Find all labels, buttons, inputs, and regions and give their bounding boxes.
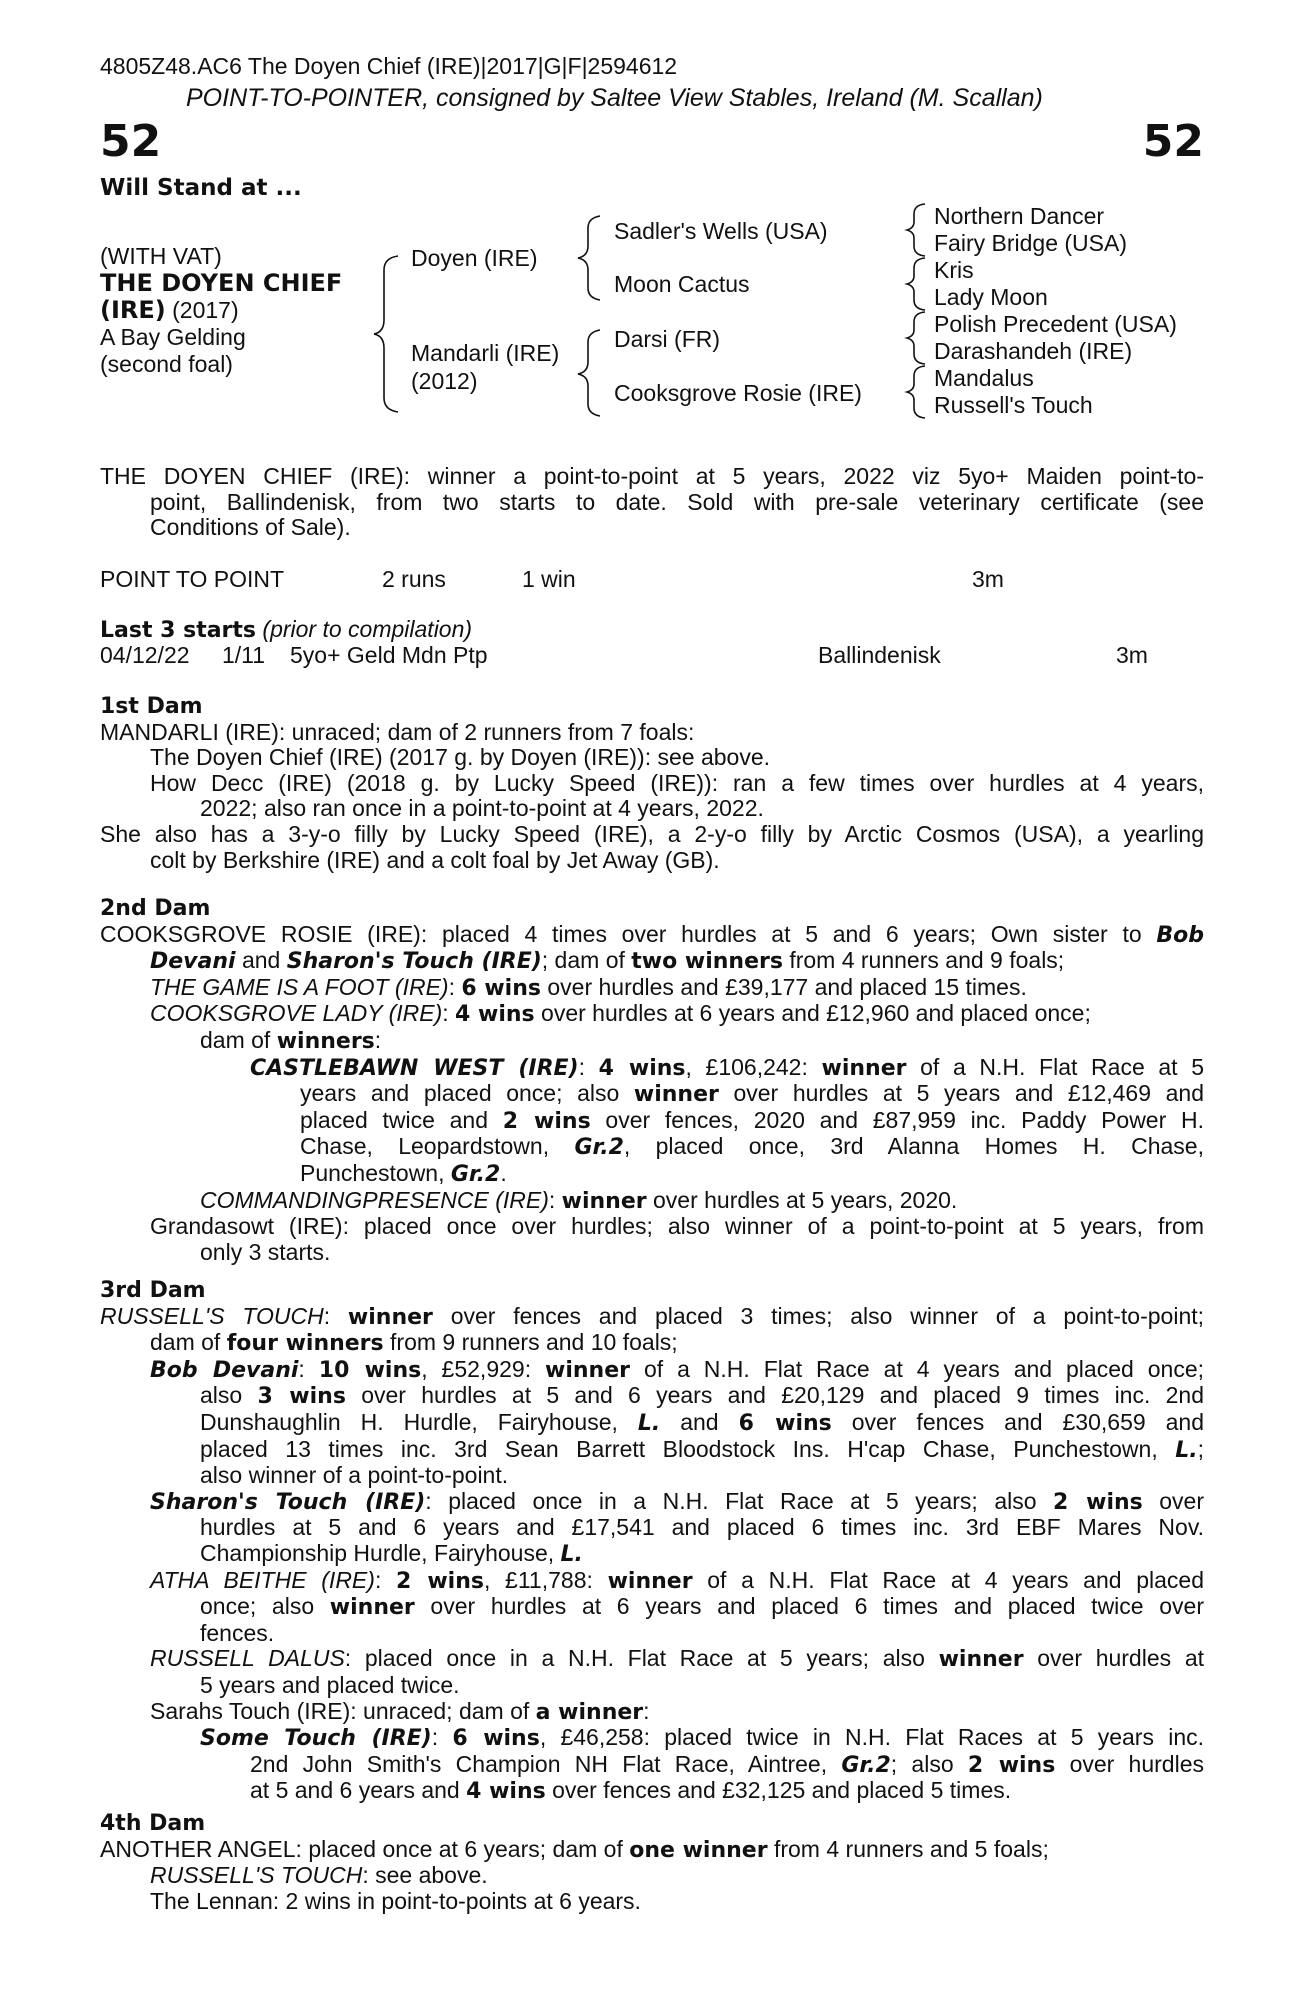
last-starts-heading xyxy=(100,617,472,644)
section-title: 2nd Dam xyxy=(100,896,211,921)
brace-sire xyxy=(578,216,600,300)
dam-line: ANOTHER ANGEL: placed once at 6 years; dam of one winner from 4 runners and 5 foals; xyxy=(100,1835,1049,1863)
brace-dam xyxy=(578,330,600,416)
produce-line: also winner of a point-to-point. xyxy=(200,1462,509,1489)
start-date: 04/12/22 xyxy=(100,642,190,668)
brace-main xyxy=(374,256,398,412)
will-stand-heading: Will Stand at ... xyxy=(100,175,302,201)
dam-line: Devani and Sharon's Touch (IRE); dam of two winners from 4 runners and 9 foals; xyxy=(150,947,1065,975)
record-runs: 2 runs xyxy=(382,566,446,592)
section-title: 4th Dam xyxy=(100,1811,206,1836)
start-race: 5yo+ Geld Mdn Ptp xyxy=(290,642,488,668)
produce-line: also 3 wins over hurdles at 5 and 6 years and £20,129 and placed 9 times inc. 2nd xyxy=(200,1382,1205,1410)
start-distance: 3m xyxy=(1116,642,1148,668)
ggp-1: Northern Dancer xyxy=(934,203,1105,229)
summary-line: THE DOYEN CHIEF (IRE): winner a point-to-point at 5 years, 2022 viz 5yo+ Maiden point-to- xyxy=(100,463,1204,489)
produce-line: Sarahs Touch (IRE): unraced; dam of a winner: xyxy=(150,1697,650,1725)
start-course: Ballindenisk xyxy=(818,642,941,668)
lot-code: 4805Z48.AC6 The Doyen Chief (IRE)|2017|G|F|2594612 xyxy=(100,53,678,79)
pedigree-dam-year: (2012) xyxy=(411,368,478,394)
produce-line: 2nd John Smith's Champion NH Flat Race, Aintree, Gr.2; also 2 wins over hurdles xyxy=(250,1750,1204,1778)
dam-line: MANDARLI (IRE): unraced; dam of 2 runners from 7 foals: xyxy=(100,718,695,745)
record-wins: 1 win xyxy=(522,566,576,592)
ggp-4: Lady Moon xyxy=(934,284,1048,310)
dam-line: She also has a 3-y-o filly by Lucky Speed (IRE), a 2-y-o filly by Arctic Cosmos (USA), a yearling xyxy=(100,820,1204,847)
second-dam-section xyxy=(100,896,1204,1265)
produce-line: 2022; also ran once in a point-to-point at 4 years, 2022. xyxy=(200,795,764,822)
produce-line: The Lennan: 2 wins in point-to-points at 6 years. xyxy=(150,1887,641,1914)
vat-note: (WITH VAT) xyxy=(100,243,222,269)
ggp-6: Darashandeh (IRE) xyxy=(934,338,1133,364)
consignment-line: POINT-TO-POINTER, consigned by Saltee View Stables, Ireland (M. Scallan) xyxy=(186,84,1043,112)
start-position: 1/11 xyxy=(222,642,266,668)
summary-paragraph xyxy=(100,464,1204,541)
pedigree-sire-dam: Moon Cactus xyxy=(614,271,750,297)
produce-line: ATHA BEITHE (IRE): 2 wins, £11,788: winner of a N.H. Flat Race at 4 years and placed xyxy=(150,1566,1205,1594)
produce-line: The Doyen Chief (IRE) (2017 g. by Doyen (IRE)): see above. xyxy=(150,744,771,771)
produce-line: hurdles at 5 and 6 years and £17,541 and placed 6 times inc. 3rd EBF Mares Nov. xyxy=(200,1514,1204,1541)
brace-ggp-2 xyxy=(907,258,925,310)
pedigree-sire-sire: Sadler's Wells (USA) xyxy=(614,218,828,244)
ggp-2: Fairy Bridge (USA) xyxy=(934,230,1127,256)
produce-line: only 3 starts. xyxy=(200,1238,331,1265)
produce-line: COMMANDINGPRESENCE (IRE): winner over hurdles at 5 years, 2020. xyxy=(200,1186,958,1214)
dam-line: dam of four winners from 9 runners and 10 foals; xyxy=(150,1329,678,1357)
produce-line: COOKSGROVE LADY (IRE): 4 wins over hurdles at 6 years and £12,960 and placed once; xyxy=(150,1000,1091,1028)
third-dam-section xyxy=(100,1278,1204,1805)
produce-line: Grandasowt (IRE): placed once over hurdles; also winner of a point-to-point at 5 years, from xyxy=(150,1213,1204,1240)
produce-line: Some Touch (IRE): 6 wins, £46,258: placed twice in N.H. Flat Races at 5 years inc. xyxy=(200,1724,1204,1752)
dam-line: colt by Berkshire (IRE) and a colt foal by Jet Away (GB). xyxy=(150,846,720,873)
horse-year: (2017) xyxy=(165,297,239,323)
produce-line: How Decc (IRE) (2018 g. by Lucky Speed (IRE)): ran a few times over hurdles at 4 years, xyxy=(150,769,1204,796)
dam-line: COOKSGROVE ROSIE (IRE): placed 4 times over hurdles at 5 and 6 years; Own sister to Bob xyxy=(100,920,1204,948)
first-dam-section xyxy=(100,694,1204,873)
brace-ggp-4 xyxy=(907,366,925,418)
section-title: 3rd Dam xyxy=(100,1278,206,1303)
produce-line: Punchestown, Gr.2. xyxy=(300,1159,507,1187)
produce-line: once; also winner over hurdles at 6 years and placed 6 times and placed twice over xyxy=(200,1593,1204,1621)
pedigree-dam-sire: Darsi (FR) xyxy=(614,326,721,352)
lot-number-left: 52 xyxy=(100,116,162,167)
section-title: 1st Dam xyxy=(100,694,203,719)
ggp-8: Russell's Touch xyxy=(934,392,1093,418)
horse-name: THE DOYEN CHIEF xyxy=(100,269,343,297)
last-starts-title: Last 3 starts xyxy=(100,618,257,643)
produce-line: Bob Devani: 10 wins, £52,929: winner of a N.H. Flat Race at 4 years and placed once; xyxy=(150,1355,1204,1383)
horse-foal: (second foal) xyxy=(100,351,233,377)
produce-line: THE GAME IS A FOOT (IRE): 6 wins over hurdles and £39,177 and placed 15 times. xyxy=(150,973,1027,1001)
record-label: POINT TO POINT xyxy=(100,566,285,592)
produce-line: at 5 and 6 years and 4 wins over fences and £32,125 and placed 5 times. xyxy=(250,1777,1012,1805)
produce-line: CASTLEBAWN WEST (IRE): 4 wins, £106,242: winner of a N.H. Flat Race at 5 xyxy=(250,1053,1205,1081)
brace-ggp-1 xyxy=(907,204,925,256)
produce-line: Sharon's Touch (IRE): placed once in a N.H. Flat Race at 5 years; also 2 wins over xyxy=(150,1487,1205,1515)
summary-line: Conditions of Sale). xyxy=(150,514,351,541)
produce-line: Championship Hurdle, Fairyhouse, L. xyxy=(200,1539,583,1567)
produce-line: Dunshaughlin H. Hurdle, Fairyhouse, L. and 6 wins over fences and £30,659 and xyxy=(200,1408,1204,1436)
produce-line: dam of winners: xyxy=(200,1026,382,1054)
produce-line: RUSSELL'S TOUCH: see above. xyxy=(150,1862,488,1889)
produce-line: fences. xyxy=(200,1619,275,1646)
produce-line: RUSSELL DALUS: placed once in a N.H. Flat Race at 5 years; also winner over hurdles at xyxy=(150,1645,1204,1673)
record-distance: 3m xyxy=(972,566,1004,592)
produce-line: years and placed once; also winner over hurdles at 5 years and £12,469 and xyxy=(300,1080,1204,1108)
pedigree-dam: Mandarli (IRE) xyxy=(411,340,560,366)
pedigree-dam-dam: Cooksgrove Rosie (IRE) xyxy=(614,380,862,406)
dam-line: RUSSELL'S TOUCH: winner over fences and placed 3 times; also winner of a point-to-point; xyxy=(100,1302,1205,1330)
produce-line: placed 13 times inc. 3rd Sean Barrett Bloodstock Ins. H'cap Chase, Punchestown, L.; xyxy=(200,1435,1204,1463)
last-starts-note: (prior to compilation) xyxy=(262,616,473,642)
horse-country: (IRE) xyxy=(100,296,166,324)
ggp-5: Polish Precedent (USA) xyxy=(934,311,1177,337)
pedigree-sire: Doyen (IRE) xyxy=(411,245,538,271)
produce-line: 5 years and placed twice. xyxy=(200,1671,460,1698)
brace-ggp-3 xyxy=(907,312,925,364)
horse-description: A Bay Gelding xyxy=(100,324,246,350)
ggp-3: Kris xyxy=(934,257,974,283)
ggp-7: Mandalus xyxy=(934,365,1034,391)
lot-number-right: 52 xyxy=(1142,116,1204,167)
fourth-dam-section xyxy=(100,1811,1204,1914)
produce-line: placed twice and 2 wins over fences, 2020 and £87,959 inc. Paddy Power H. xyxy=(300,1106,1204,1134)
summary-line: point, Ballindenisk, from two starts to date. Sold with pre-sale veterinary certificate (see xyxy=(150,488,1204,515)
produce-line: Chase, Leopardstown, Gr.2, placed once, 3rd Alanna Homes H. Chase, xyxy=(300,1133,1204,1161)
